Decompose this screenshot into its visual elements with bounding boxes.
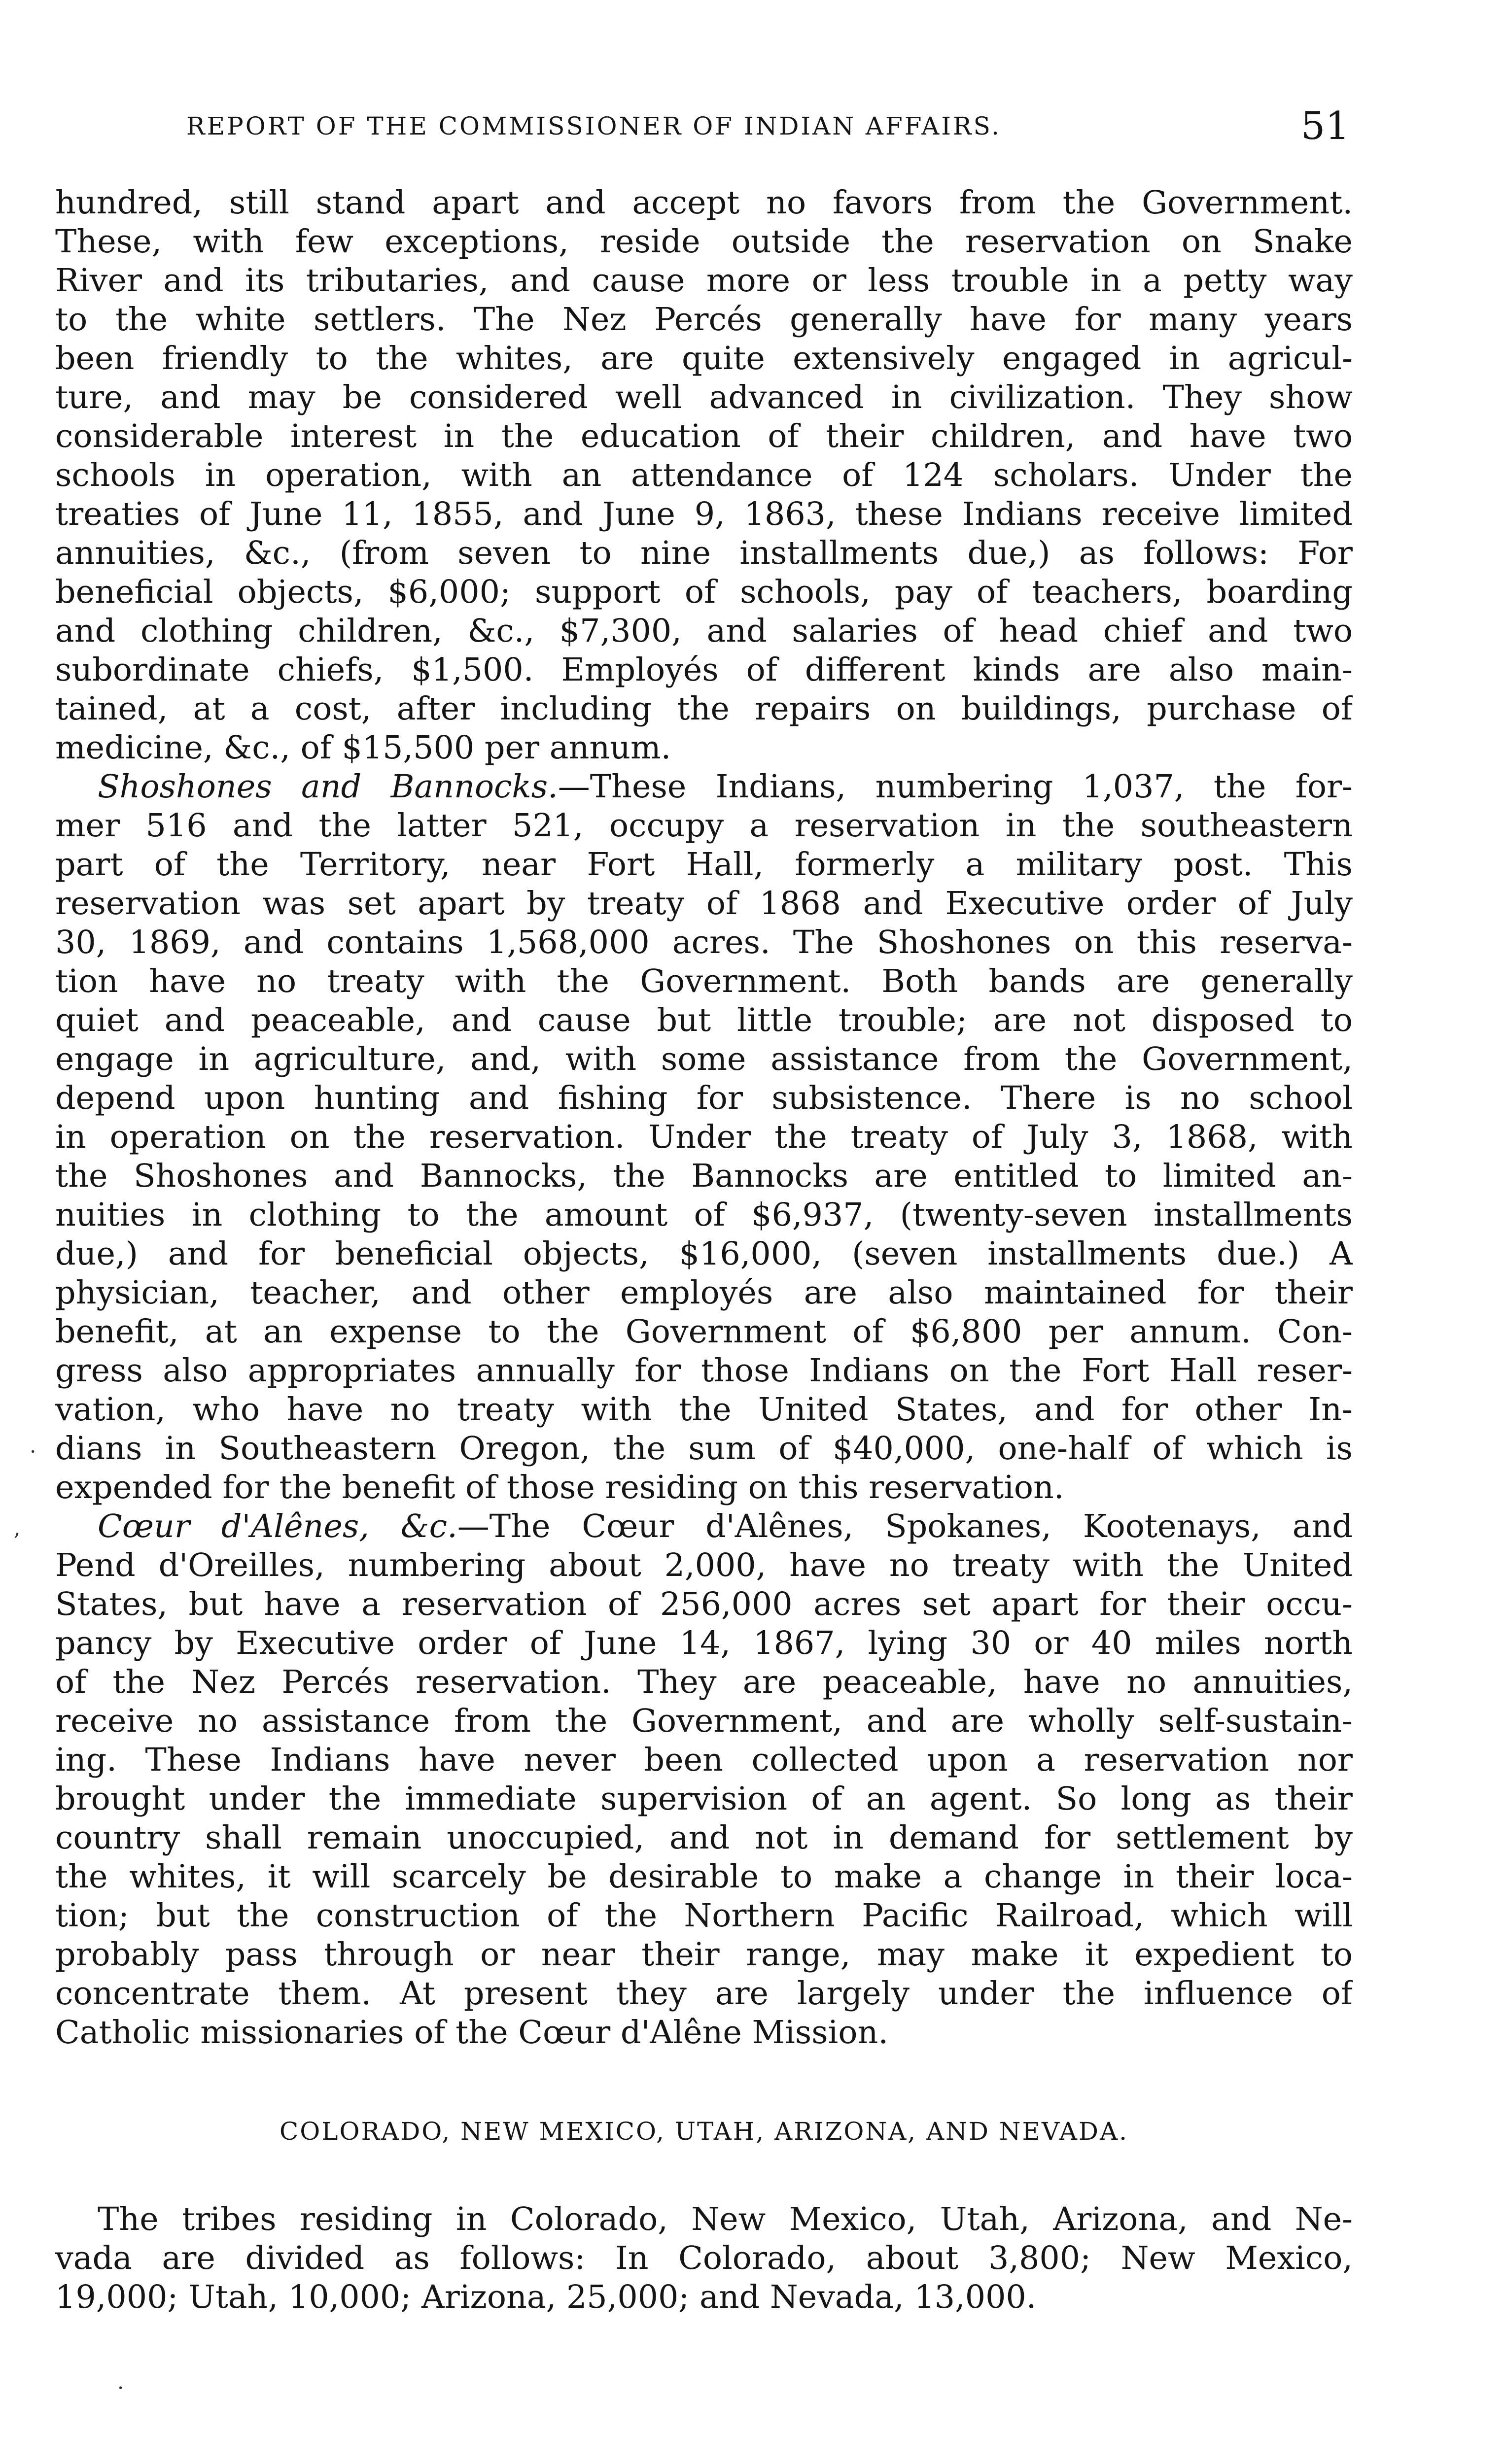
running-head: REPORT OF THE COMMISSIONER OF INDIAN AFFAIRS.: [186, 112, 1001, 140]
paragraph-coeur-d-alenes: [55, 1507, 1353, 2052]
paragraph-shoshones-bannocks: [55, 767, 1353, 1507]
text-line: vada are divided as follows: In Colorado, about 3,800; New Mexico,: [55, 2240, 1353, 2277]
paragraph-first-line: [55, 1507, 1353, 1546]
text-line: tained, at a cost, after including the repairs on buildings, purchase of: [55, 690, 1353, 727]
text-line: physician, teacher, and other employés are also maintained for their: [55, 1274, 1353, 1311]
text-line: depend upon hunting and fishing for subsistence. There is no school: [55, 1080, 1353, 1117]
section-spacer: [55, 2151, 1353, 2200]
text-line: brought under the immediate supervision of an agent. So long as their: [55, 1780, 1353, 1817]
text-line: dians in Southeastern Oregon, the sum of $40,000, one-half of which is: [55, 1430, 1353, 1467]
text-line: reservation was set apart by treaty of 1868 and Executive order of July: [55, 885, 1353, 922]
page-number: 51: [1300, 104, 1350, 148]
text-line: pancy by Executive order of June 14, 1867, lying 30 or 40 miles north: [55, 1625, 1353, 1662]
text-line: 30, 1869, and contains 1,568,000 acres. The Shoshones on this reserva-: [55, 924, 1353, 961]
section-spacer: [55, 2052, 1353, 2112]
text-line: tion; but the construction of the Northern Pacific Railroad, which will: [55, 1897, 1353, 1934]
text-line: Catholic missionaries of the Cœur d'Alêne Mission.: [55, 2014, 888, 2051]
paragraph-nez-perces: [55, 183, 1353, 767]
paragraph-first-line: [55, 767, 1353, 806]
text-line: due,) and for beneficial objects, $16,000, (seven installments due.) A: [55, 1235, 1353, 1272]
text-line: schools in operation, with an attendance of 124 scholars. Under the: [55, 457, 1353, 494]
text-line: mer 516 and the latter 521, occupy a reservation in the southeastern: [55, 807, 1353, 844]
text-line: receive no assistance from the Government, and are wholly self-sustain-: [55, 1703, 1353, 1740]
text-line: vation, who have no treaty with the United States, and for other In-: [55, 1391, 1353, 1428]
text-line: benefit, at an expense to the Government of $6,800 per annum. Con-: [55, 1313, 1353, 1350]
text-line: tion have no treaty with the Government. Both bands are generally: [55, 963, 1353, 1000]
paragraph-heading: Shoshones and Bannocks.: [98, 768, 558, 805]
text-line: expended for the benefit of those residing on this reservation.: [55, 1469, 1064, 1506]
text-line: These, with few exceptions, reside outside the reservation on Snake: [55, 223, 1353, 260]
text-line: the whites, it will scarcely be desirable to make a change in their loca-: [55, 1858, 1353, 1895]
text-line: States, but have a reservation of 256,000 acres set apart for their occu-: [55, 1586, 1353, 1623]
text-line: hundred, still stand apart and accept no favors from the Government.: [55, 184, 1353, 221]
margin-dot: ·: [30, 1439, 36, 1464]
text-line: considerable interest in the education of their children, and have two: [55, 418, 1353, 455]
text-line: quiet and peaceable, and cause but little trouble; are not disposed to: [55, 1002, 1353, 1039]
text-line: been friendly to the whites, are quite extensively engaged in agricul-: [55, 340, 1353, 377]
text-line: annuities, &c., (from seven to nine installments due,) as follows: For: [55, 535, 1353, 572]
text-line: in operation on the reservation. Under the treaty of July 3, 1868, with: [55, 1119, 1353, 1156]
text-line: probably pass through or near their range, may make it expedient to: [55, 1936, 1353, 1973]
text-line: country shall remain unoccupied, and not in demand for settlement by: [55, 1819, 1353, 1856]
paragraph-heading: Cœur d'Alênes, &c.: [98, 1508, 457, 1545]
text-line: ture, and may be considered well advanced in civilization. They show: [55, 379, 1353, 416]
text-line: ing. These Indians have never been collected upon a reservation nor: [55, 1742, 1353, 1779]
section-heading: COLORADO, NEW MEXICO, UTAH, ARIZONA, AND NEVADA.: [280, 2117, 1128, 2146]
text-line: The tribes residing in Colorado, New Mexico, Utah, Arizona, and Ne-: [98, 2201, 1353, 2238]
text-line: concentrate them. At present they are largely under the influence of: [55, 1975, 1353, 2012]
text-line: treaties of June 11, 1855, and June 9, 1863, these Indians receive limited: [55, 496, 1353, 533]
text-line: 19,000; Utah, 10,000; Arizona, 25,000; and Nevada, 13,000.: [55, 2279, 1037, 2316]
text-line: subordinate chiefs, $1,500. Employés of different kinds are also main-: [55, 651, 1353, 688]
text-line: part of the Territory, near Fort Hall, formerly a military post. This: [55, 846, 1353, 883]
page-body: [55, 183, 1353, 2317]
text-line: beneficial objects, $6,000; support of schools, pay of teachers, boarding: [55, 574, 1353, 611]
margin-tick: ,: [14, 1516, 21, 1540]
text-line: nuities in clothing to the amount of $6,937, (twenty-seven installments: [55, 1197, 1353, 1233]
text-line: River and its tributaries, and cause more or less trouble in a petty way: [55, 262, 1353, 299]
paragraph-tribes-distribution: [55, 2200, 1353, 2317]
text-line: of the Nez Percés reservation. They are peaceable, have no annuities,: [55, 1664, 1353, 1701]
text-line: engage in agriculture, and, with some assistance from the Government,: [55, 1041, 1353, 1078]
text-line: the Shoshones and Bannocks, the Bannocks are entitled to limited an-: [55, 1158, 1353, 1195]
margin-dot: ·: [117, 2376, 124, 2400]
text-line: Pend d'Oreilles, numbering about 2,000, have no treaty with the United: [55, 1547, 1353, 1584]
text-line: gress also appropriates annually for those Indians on the Fort Hall reser-: [55, 1352, 1353, 1389]
text-fragment: —The Cœur d'Alênes, Spokanes, Kootenays, and: [457, 1508, 1353, 1545]
text-line: and clothing children, &c., $7,300, and salaries of head chief and two: [55, 613, 1353, 650]
text-line: to the white settlers. The Nez Percés generally have for many years: [55, 301, 1353, 338]
text-line: medicine, &c., of $15,500 per annum.: [55, 729, 671, 766]
page-header: [186, 105, 1350, 161]
text-fragment: —These Indians, numbering 1,037, the for-: [558, 768, 1353, 805]
